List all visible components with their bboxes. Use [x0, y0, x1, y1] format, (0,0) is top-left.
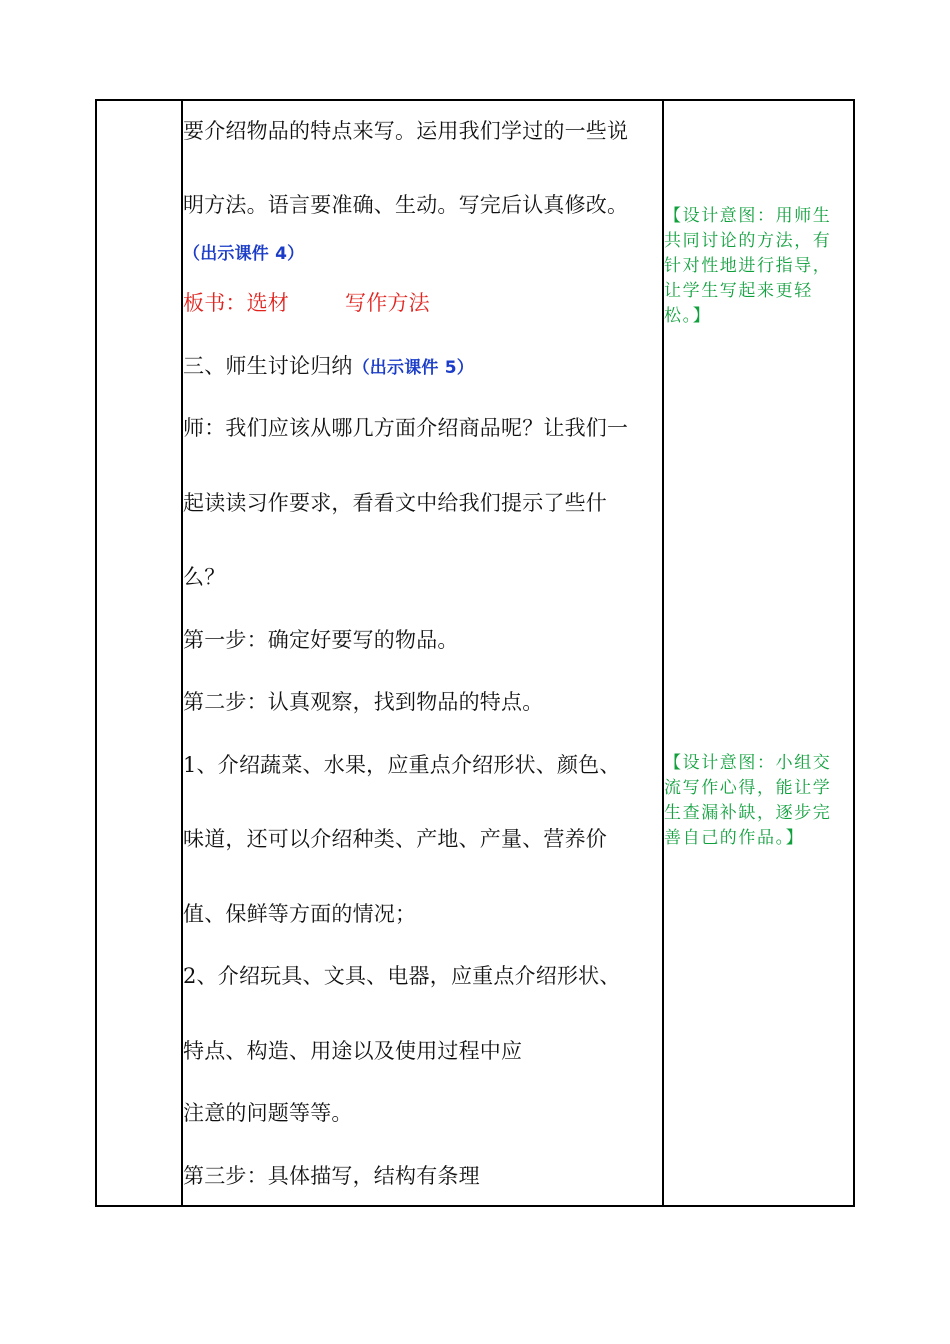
- board-label: 板书：选材: [183, 291, 289, 315]
- content-line: 么？: [183, 565, 226, 589]
- note-line: 流写作心得，能让学: [664, 778, 832, 798]
- section-title: 三、师生讨论归纳: [183, 354, 353, 378]
- content-line: 值、保鲜等方面的情况；: [183, 902, 417, 926]
- content-line: 明方法。语言要准确、生动。写完后认真修改。: [183, 193, 629, 217]
- note-line: 针对性地进行指导，: [664, 256, 832, 276]
- design-intent-note-2: [664, 751, 854, 851]
- note-line: 让学生写起来更轻: [664, 281, 813, 301]
- courseware-note: （出示课件 4）: [183, 244, 305, 264]
- content-line: 2、介绍玩具、文具、电器，应重点介绍形状、: [183, 964, 621, 988]
- design-intent-note-1: [664, 204, 854, 329]
- section-heading: [183, 353, 474, 381]
- note-line: 松。】: [664, 306, 712, 326]
- note-line: 【设计意图：小组交: [664, 753, 832, 773]
- step-line: 第一步：确定好要写的物品。: [183, 628, 459, 652]
- step-line: 第二步：认真观察，找到物品的特点。: [183, 690, 544, 714]
- board-method: 写作方法: [345, 291, 430, 315]
- content-line: 1、介绍蔬菜、水果，应重点介绍形状、颜色、: [183, 753, 621, 777]
- lesson-plan-table: [95, 99, 855, 1207]
- content-line: 师：我们应该从哪几方面介绍商品呢？让我们一: [183, 416, 629, 440]
- content-line: 注意的问题等等。: [183, 1101, 353, 1125]
- content-line: 起读读习作要求，看看文中给我们提示了些什: [183, 491, 607, 515]
- content-line: 要介绍物品的特点来写。运用我们学过的一些说: [183, 119, 629, 143]
- note-line: 生查漏补缺，逐步完: [664, 803, 832, 823]
- note-line: 共同讨论的方法，有: [664, 231, 832, 251]
- courseware-note: （出示课件 5）: [352, 358, 474, 378]
- note-line: 善自己的作品。】: [664, 828, 805, 848]
- content-line: 特点、构造、用途以及使用过程中应: [183, 1039, 523, 1063]
- note-line: 【设计意图：用师生: [664, 206, 832, 226]
- step-line: 第三步：具体描写，结构有条理: [183, 1164, 480, 1188]
- board-writing: [183, 290, 430, 316]
- content-line: 味道，还可以介绍种类、产地、产量、营养价: [183, 827, 607, 851]
